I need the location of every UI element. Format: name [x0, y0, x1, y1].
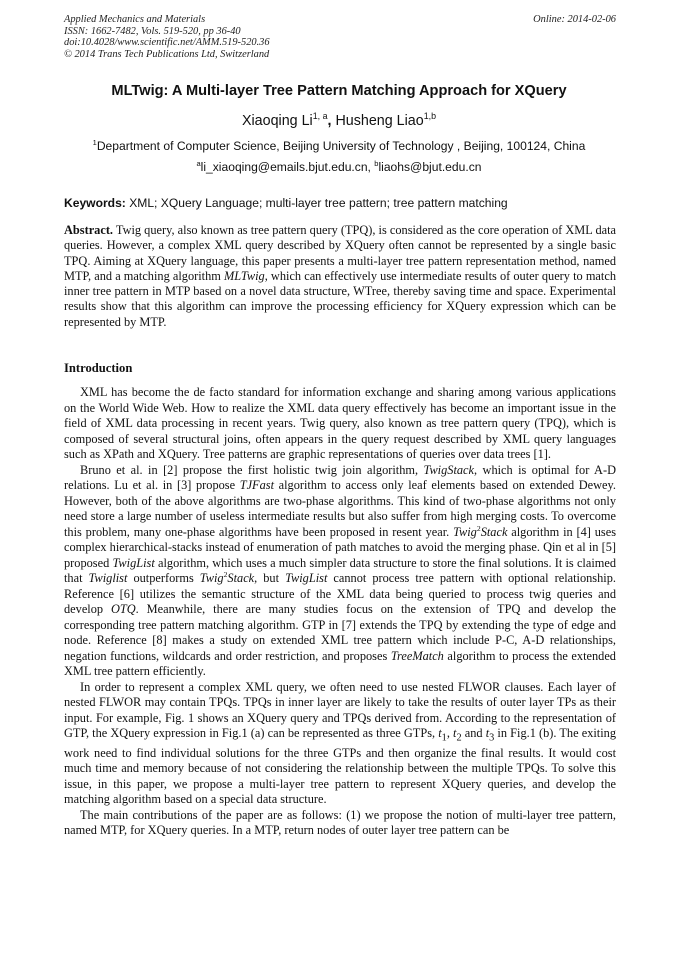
section-heading-introduction: Introduction: [64, 361, 133, 375]
abstract-label: Abstract.: [64, 223, 114, 237]
algorithm-twigstack: TwigStack: [423, 462, 475, 477]
journal-name: Applied Mechanics and Materials: [64, 14, 206, 25]
text-run: Bruno et al. in [2] propose the first holistic twig join algorithm,: [80, 462, 424, 477]
subscript: 1: [441, 732, 447, 744]
text-run: , which is optimal for A-D relations. Lu et al. in [3] propose: [64, 462, 616, 492]
algorithm-twig2stack: Twig: [453, 524, 477, 539]
gtp-t1: t: [438, 726, 442, 740]
text-run: algorithm to process the extended XML tree pattern efficiently.: [64, 648, 616, 678]
algorithm-treematch: TreeMatch: [390, 648, 444, 663]
abstract-text: Twig query, also known as tree pattern query (TPQ), is considered as the core operation of XML data queries. However, a complex XML query described by XQuery often cannot be represented by a single basic TPQ. Aiming at XQuery language, this paper presents a multi-layer tree pattern representation method, named MTP, and a matching algorithm: [64, 223, 616, 283]
text-run: cannot process tree pattern with optional relationship. Reference [6] utilizes the semantic structure of the XML data being queried to process twig queries and develop: [64, 571, 616, 616]
superscript: 2: [476, 523, 481, 533]
paper-title: MLTwig: A Multi-layer Tree Pattern Matching Approach for XQuery: [111, 83, 567, 99]
algorithm-twig2stack-suffix: Stack: [480, 524, 508, 539]
author-2: Husheng Liao: [335, 113, 424, 129]
intro-paragraph-1: XML has become the de facto standard for information exchange and sharing among various applications on the World Wide Web. How to realize the XML data query effectively has become an important issue in the field of XML data processing in recent years. Twig query, also known as tree pattern query (TPQ), which is composed of several structural joins, often appears in the query request described by XML query languages such as XPath and XQuery. Tree patterns are graphic representations of queries over data trees [1].: [64, 385, 616, 461]
journal-doi: doi:10.4028/www.scientific.net/AMM.519-520.36: [64, 37, 270, 49]
text-run: and: [461, 726, 486, 740]
algorithm-otq: OTQ: [110, 602, 136, 616]
keywords-text: XML; XQuery Language; multi-layer tree pattern; tree pattern matching: [125, 196, 508, 210]
intro-paragraph-4: The main contributions of the paper are as follows: (1) we propose the notion of multi-layer tree pattern, named MTP, for XQuery queries. In a MTP, return nodes of outer layer tree pattern can be: [64, 807, 616, 838]
author-2-sup: 1,b: [423, 111, 437, 122]
text-run: outperforms: [127, 571, 200, 585]
subscript: 3: [489, 732, 495, 744]
text-run: , but: [254, 571, 286, 585]
superscript: 2: [223, 569, 228, 579]
journal-copyright: © 2014 Trans Tech Publications Ltd, Switzerland: [64, 48, 270, 60]
affiliation-text: Department of Computer Science, Beijing University of Technology , Beijing, 100124, China: [96, 139, 586, 153]
text-run: algorithm, which uses a much simpler data structure to store the final solutions. It is claimed that: [64, 555, 617, 585]
email-a-sup: a: [196, 158, 201, 168]
intro-paragraph-3: [64, 680, 616, 808]
algorithm-twig2stack-suffix: Stack: [227, 571, 255, 585]
text-run: in Fig.1 (b). The exiting work need to find individual solutions for the three GTPs and then organize the final results. It would cost much time and memory because of not considering the relationship between the multiple TPQs. To solve this issue, in this paper, we propose a multi-layer tree pattern to represent XQuery queries, and develop the matching algorithm based on a special data structure.: [64, 726, 616, 807]
algorithm-twig2stack: Twig: [199, 571, 224, 585]
email-b-sup: b: [374, 158, 379, 168]
gtp-t3: t: [485, 726, 490, 740]
affiliation: [40, 139, 638, 153]
author-line: [40, 113, 638, 129]
journal-header: [64, 14, 616, 60]
subscript: 2: [456, 732, 462, 744]
keywords: [64, 196, 616, 210]
author-1-sup: 1, a: [312, 111, 328, 122]
abstract: [64, 223, 616, 330]
email-a: li_xiaoqing@emails.bjut.edu.cn,: [200, 160, 375, 174]
author-1: Xiaoqing Li: [241, 113, 313, 129]
email-line: [40, 160, 638, 174]
intro-paragraph-2: [64, 463, 616, 680]
email-b: liaohs@bjut.edu.cn: [378, 160, 482, 174]
text-run: algorithm in [4] uses complex hierarchical-stacks instead of enumeration of path matches to avoid the merging phase. Qin et al in [5] proposed: [64, 524, 617, 570]
journal-issn: ISSN: 1662-7482, Vols. 519-520, pp 36-40: [64, 25, 241, 37]
author-separator: ,: [327, 113, 336, 129]
abstract-algorithm-name: MLTwig: [224, 268, 265, 283]
algorithm-twiglist: Twiglist: [88, 571, 128, 585]
text-run: In order to represent a complex XML query, we often need to use nested FLWOR clauses. Each layer of nested FLWOR may contain TPQs. TPQs in inner layer are likely to take the results of outer layer TPs as their input. For example, Fig. 1 shows an XQuery query and TPQs derived from. According to the representation of GTP, the XQuery expression in Fig.1 (a) can be represented as three GTPs,: [64, 679, 616, 740]
text-run: algorithm to access only leaf elements based on extended Dewey. However, both of the above algorithms are two-phase algorithms. This kind of two-phase algorithms not only need store a large number of useless intermediate results but also suffer from high merging costs. To overcome this problem, many one-phase algorithms have been proposed in resent year.: [64, 478, 616, 539]
online-date: Online: 2014-02-06: [533, 14, 616, 25]
algorithm-tjfast: TJFast: [239, 478, 274, 492]
text-run: . Meanwhile, there are many studies focus on the extension of TPQ and develop the corresponding tree pattern matching algorithm. GTP in [7] extends the TPQ by extending the type of edge and node. Reference [8] makes a study on extended XML tree pattern which include P-C, A-D relationships, negation functions, wildcards and order restriction, and proposes: [64, 602, 616, 663]
abstract-text-2: , which can effectively use intermediate results of outer query to match inner tree pattern in MTP based on a novel data structure, WTree, thereby saving time and space. Experimental results show that this algorithm can improve the processing efficiency for XQuery expression which can be represented by MTP.: [64, 268, 616, 329]
affiliation-sup: 1: [92, 137, 97, 147]
algorithm-twiglist: TwigList: [285, 571, 328, 585]
text-run: ,: [446, 726, 454, 740]
gtp-t2: t: [453, 726, 457, 740]
introduction-body: [64, 385, 616, 839]
keywords-label: Keywords:: [64, 196, 126, 210]
algorithm-twiglist: TwigList: [112, 555, 155, 570]
